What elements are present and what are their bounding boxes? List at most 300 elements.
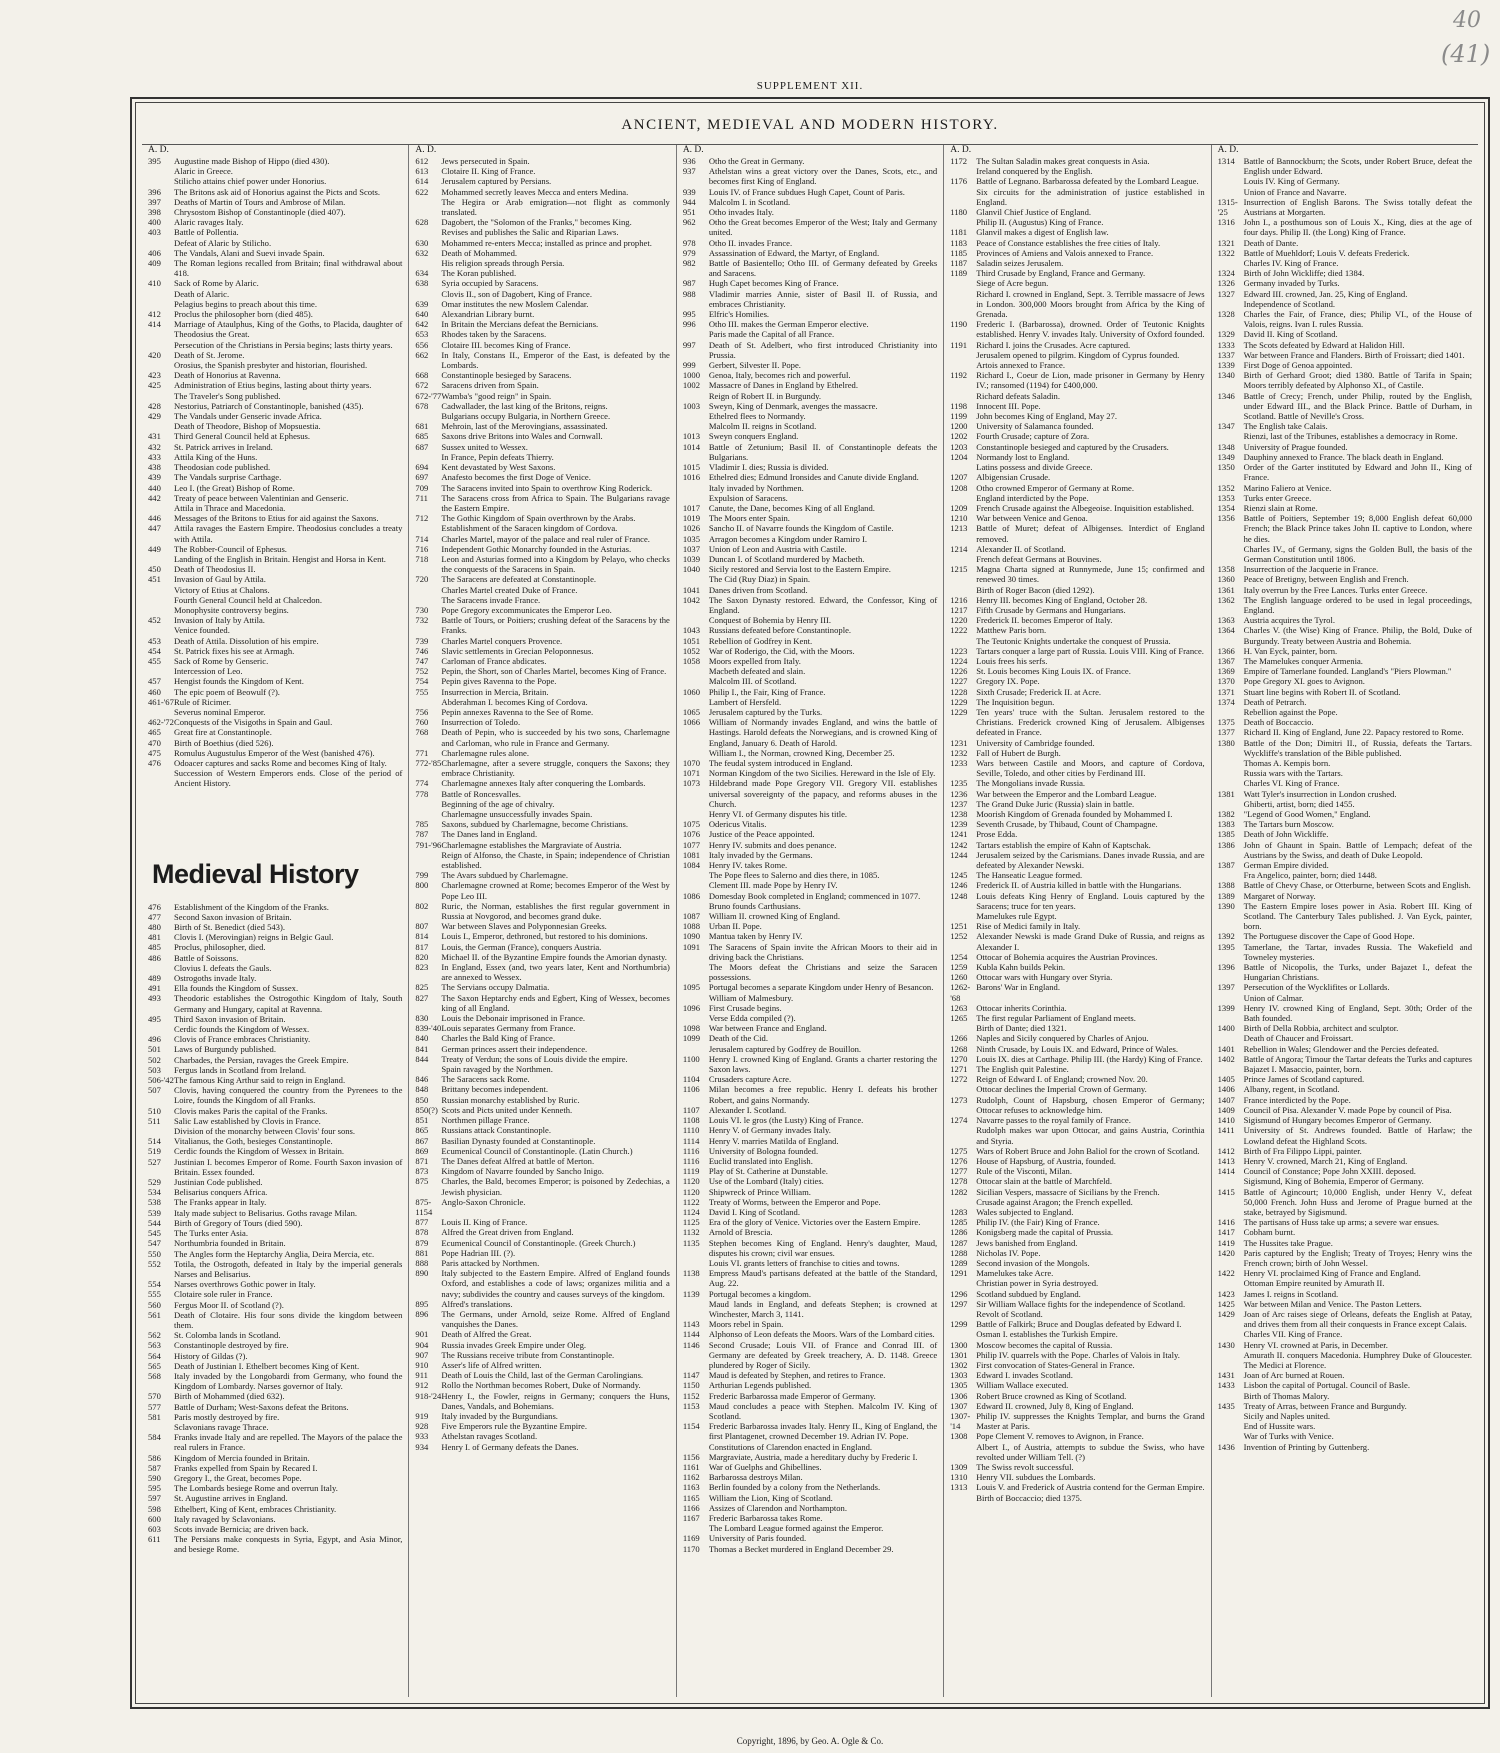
- entry-text: Arthurian Legends published.: [708, 1380, 812, 1391]
- entry-text: Frederic Barbarossa made Emperor of Germany.: [708, 1390, 876, 1401]
- entry-text: Totila, the Ostrogoth, defeated in Italy by the imperial generals Narses and Belisarius.: [174, 1258, 403, 1279]
- timeline-entry: [1218, 1442, 1472, 1452]
- entry-year: [1218, 993, 1244, 1003]
- entry-year: 447: [148, 523, 161, 534]
- entry-year: 555: [148, 1289, 161, 1300]
- entry-year: [950, 493, 976, 503]
- entry-year: 1222: [950, 625, 968, 636]
- entry-year: 598: [148, 1503, 161, 1514]
- entry-year: [950, 1023, 976, 1033]
- timeline-entry: [950, 483, 1204, 493]
- entry-year: 787: [415, 829, 429, 840]
- timeline-entry: [950, 401, 1204, 411]
- entry-year: 1360: [1217, 574, 1235, 585]
- timeline-entry: [415, 1370, 669, 1380]
- timeline-entry: [683, 656, 937, 666]
- entry-year: 1076: [682, 829, 700, 840]
- entry-text: Ottocar of Bohemia acquires the Austrian Provinces.: [976, 951, 1158, 962]
- timeline-entry: [1218, 595, 1472, 615]
- entry-text: The Lombard League formed against the Emperor.: [708, 1523, 884, 1534]
- timeline-entry: [148, 1259, 402, 1279]
- entry-text: Union of Calmar.: [1243, 992, 1304, 1003]
- entry-year: [148, 707, 174, 717]
- entry-text: Rudolph makes war upon Ottocar, and gains Austria, Corinthia and Styria.: [976, 1125, 1205, 1146]
- timeline-entry: [148, 166, 402, 176]
- entry-year: 1296: [950, 1288, 968, 1299]
- entry-year: 919: [415, 1410, 429, 1421]
- entry-text: The partisans of Huss take up arms; a severe war ensues.: [1243, 1217, 1440, 1228]
- entry-year: [683, 880, 709, 890]
- entry-year: [148, 554, 174, 564]
- timeline-entry: [683, 1003, 937, 1013]
- entry-text: The Hanseatic League formed.: [976, 870, 1083, 881]
- timeline-entry: [148, 697, 402, 707]
- entry-text: Abderahman I. becomes King of Cordova.: [441, 696, 588, 707]
- timeline-entry: [683, 1074, 937, 1084]
- entry-year: [415, 799, 441, 809]
- entry-text: Clement III. made Pope by Henry IV.: [708, 880, 838, 891]
- entry-year: 1154: [682, 1421, 700, 1432]
- timeline-entry: [1218, 1003, 1472, 1023]
- entry-text: Charlemagne rules alone.: [441, 747, 529, 758]
- timeline-entry: [415, 319, 669, 329]
- timeline-entry: [683, 544, 937, 554]
- entry-year: 1203: [950, 441, 968, 452]
- entry-year: [415, 411, 441, 421]
- entry-year: 1354: [1217, 502, 1235, 513]
- timeline-entry: [950, 1115, 1204, 1125]
- timeline-entry: [1218, 656, 1472, 666]
- timeline-entry: [415, 1258, 669, 1268]
- entry-text: War between Slaves and Polyponnesian Greeks.: [441, 921, 607, 932]
- entry-year: 552: [148, 1258, 161, 1269]
- entry-year: 1040: [682, 564, 700, 575]
- entry-year: 1139: [682, 1288, 700, 1299]
- entry-year: 1106: [682, 1084, 700, 1095]
- entry-year: 1110: [682, 1125, 700, 1136]
- entry-text: Richard I. joins the Crusades. Acre captured.: [976, 339, 1131, 350]
- ad-label: A. D.: [415, 145, 437, 155]
- entry-year: 1278: [950, 1176, 968, 1187]
- timeline-entry: [415, 544, 669, 554]
- entry-year: 1199: [950, 411, 968, 422]
- entry-text: Wales subjected to England.: [976, 1206, 1074, 1217]
- timeline-entry: [415, 636, 669, 646]
- timeline-entry: [1218, 483, 1472, 493]
- timeline-entry: [950, 1462, 1204, 1472]
- medieval-history-heading: Medieval History: [152, 858, 359, 889]
- entry-text: Marino Faliero at Venice.: [1243, 482, 1332, 493]
- entry-text: Jews banished from England.: [976, 1237, 1078, 1248]
- entry-year: 423: [148, 370, 161, 381]
- timeline-entry: [1218, 676, 1472, 686]
- entry-year: [148, 166, 174, 176]
- entry-text: Philip IV. (the Fair) King of France.: [976, 1217, 1100, 1228]
- entry-text: John I., a posthumous son of Louis X., King, dies at the age of four days. Philip II. (the Long) King of France.: [1243, 217, 1473, 238]
- timeline-entry: [415, 401, 669, 411]
- timeline-entry: [683, 1136, 937, 1146]
- timeline-entry: [683, 778, 937, 809]
- entry-text: Glanvil Chief Justice of England.: [976, 207, 1092, 218]
- entry-text: Tamerlane, the Tartar, invades Russia. The Wakefield and Towneley mysteries.: [1243, 941, 1473, 962]
- timeline-entry: [950, 1350, 1204, 1360]
- timeline-entry: [950, 962, 1204, 972]
- entry-text: Clovis makes Paris the capital of the Franks.: [174, 1105, 328, 1116]
- entry-text: Sigismund, King of Bohemia, Emperor of Germany.: [1243, 1176, 1424, 1187]
- entry-text: The English take Calais.: [1243, 421, 1328, 432]
- timeline-entry: [148, 1065, 402, 1075]
- timeline-entry: [683, 319, 937, 329]
- entry-text: David II. King of Scotland.: [1243, 329, 1338, 340]
- timeline-entry: [1218, 768, 1472, 778]
- entry-year: 1364: [1217, 625, 1235, 636]
- entry-year: 1224: [950, 655, 968, 666]
- entry-text: Reign of Alfonso, the Chaste, in Spain; independence of Christian established.: [441, 849, 670, 871]
- entry-year: 1321: [1217, 237, 1235, 248]
- timeline-entry: [950, 156, 1204, 166]
- timeline-entry: [415, 962, 669, 982]
- timeline-entry: [683, 1146, 937, 1156]
- entry-year: 396: [148, 186, 161, 197]
- entry-text: Crusaders capture Acre.: [708, 1074, 792, 1085]
- entry-text: Kingdom of Mercia founded in Britain.: [174, 1452, 310, 1463]
- entry-text: Reign of Robert II. in Burgundy.: [708, 390, 821, 401]
- entry-year: 431: [148, 431, 161, 442]
- entry-text: Victory of Etius at Chalons.: [174, 584, 270, 595]
- timeline-entry: [1218, 1329, 1472, 1339]
- entry-text: Justinian Code published.: [174, 1177, 263, 1188]
- timeline-entry: [1218, 1227, 1472, 1237]
- entry-year: [950, 289, 976, 320]
- entry-year: 632: [415, 247, 429, 258]
- entry-year: 403: [148, 227, 161, 238]
- entry-year: 1382: [1217, 809, 1235, 819]
- timeline-entry: [683, 1340, 937, 1371]
- entry-text: Constantinople besieged by Saracens.: [441, 370, 572, 381]
- entry-year: 918-'24: [415, 1390, 442, 1401]
- entry-text: Charles the Fair, of France, dies; Philip VI., of the House of Valois, reigns. Ivan I. rules Russia.: [1243, 309, 1473, 330]
- entry-text: War between France and England.: [708, 1023, 827, 1034]
- entry-text: Ethelred dies; Edmund Ironsides and Canute divide England.: [708, 472, 919, 483]
- entry-year: [1218, 778, 1244, 788]
- timeline-entry: [683, 1513, 937, 1523]
- entry-year: [1218, 758, 1244, 768]
- entry-text: The Saracens cross from Africa to Spain. The Bulgarians ravage the Eastern Empire.: [441, 492, 670, 513]
- entry-year: 1246: [950, 880, 968, 891]
- timeline-entry: [950, 513, 1204, 523]
- entry-text: Moors rebel in Spain.: [708, 1319, 784, 1330]
- timeline-entry: [148, 289, 402, 299]
- entry-year: [950, 217, 976, 227]
- entry-text: Louis VI. grants letters of franchise to cities and towns.: [708, 1257, 900, 1268]
- entry-year: 1214: [950, 543, 968, 554]
- entry-text: Louis separates Germany from France.: [441, 1023, 576, 1034]
- entry-text: Charles VII. King of France.: [1243, 1329, 1343, 1340]
- timeline-entry: [950, 972, 1204, 982]
- entry-text: Henry III. becomes King of England, October 28.: [976, 594, 1148, 605]
- entry-year: 1390: [1217, 900, 1235, 911]
- entry-text: Maud is defeated by Stephen, and retires to France.: [708, 1370, 886, 1381]
- timeline-entry: [683, 360, 937, 370]
- entry-text: Pope Hadrian III. (?).: [441, 1247, 516, 1258]
- entry-text: Michael II. of the Byzantine Empire founds the Amorian dynasty.: [441, 951, 667, 962]
- timeline-entry: [415, 1411, 669, 1421]
- entry-text: Normandy lost to England.: [976, 451, 1070, 462]
- entry-text: Persecution of the Wycklifites or Lollards.: [1243, 982, 1390, 993]
- entry-text: Expulsion of Saracens.: [708, 492, 788, 503]
- timeline-entry: [415, 778, 669, 788]
- entry-year: 1192: [950, 370, 968, 381]
- timeline-entry: [950, 778, 1204, 788]
- entry-year: 1405: [1217, 1074, 1235, 1085]
- entry-year: 799: [415, 870, 429, 881]
- entry-text: The Avars subdued by Charlemagne.: [441, 870, 568, 881]
- timeline-entry: [950, 1493, 1204, 1503]
- entry-text: Odoacer captures and sacks Rome and becomes King of Italy.: [174, 757, 387, 768]
- entry-year: 587: [148, 1462, 161, 1473]
- timeline-entry: [683, 768, 937, 778]
- timeline-entry: [683, 1289, 937, 1299]
- entry-text: Battle of Roncesvalles.: [441, 788, 521, 799]
- entry-text: Pope Gregory XI. goes to Avignon.: [1243, 676, 1365, 687]
- entry-year: [950, 1084, 976, 1094]
- timeline-entry: [415, 1033, 669, 1043]
- entry-text: Albany, regent, in Scotland.: [1243, 1084, 1340, 1095]
- entry-year: 511: [148, 1115, 161, 1126]
- entry-year: [1218, 431, 1244, 441]
- timeline-entry: [683, 870, 937, 880]
- entry-text: Romulus Augustulus Emperor of the West (banished 476).: [174, 747, 375, 758]
- timeline-entry: [683, 380, 937, 390]
- entry-text: Death of Petrarch.: [1243, 696, 1307, 707]
- timeline-entry: [950, 1187, 1204, 1197]
- entry-text: Russian monarchy established by Ruric.: [441, 1094, 580, 1105]
- entry-year: 1419: [1217, 1237, 1235, 1248]
- timeline-entry: [683, 1176, 937, 1186]
- timeline-entry: [1218, 738, 1472, 758]
- timeline-entry: [1218, 574, 1472, 584]
- entry-text: German princes assert their independence.: [441, 1043, 588, 1054]
- entry-text: Cadwallader, the last king of the Britons, reigns.: [441, 400, 608, 411]
- timeline-entry: [683, 370, 937, 380]
- timeline-entry: [148, 176, 402, 186]
- entry-text: The Danes defeat Alfred at battle of Merton.: [441, 1155, 595, 1166]
- entry-year: [1218, 1329, 1244, 1339]
- entry-text: Revises and publishes the Salic and Riparian Laws.: [441, 227, 619, 238]
- timeline-entry: [683, 431, 937, 441]
- entry-year: 1095: [682, 982, 700, 993]
- entry-year: 1265: [950, 1013, 968, 1024]
- timeline-entry: [148, 1055, 402, 1065]
- timeline-entry: [950, 1278, 1204, 1288]
- entry-text: The Saracens invited into Spain to overthrow King Roderick.: [441, 482, 653, 493]
- entry-text: Alexandrian Library burnt.: [441, 309, 535, 320]
- timeline-entry: [1218, 962, 1472, 982]
- entry-text: Mohammed re-enters Mecca; installed as prince and prophet.: [441, 237, 652, 248]
- entry-text: Fourth Crusade; capture of Zora.: [976, 431, 1090, 442]
- entry-year: 1135: [682, 1237, 700, 1248]
- entry-text: Conquests of the Visigoths in Spain and Gaul.: [174, 717, 333, 728]
- entry-text: Second invasion of the Mongols.: [976, 1257, 1090, 1268]
- timeline-entry: [148, 1044, 402, 1054]
- entry-text: Proclus, philosopher, died.: [174, 942, 266, 953]
- entry-year: 440: [148, 482, 161, 493]
- timeline-entry: [683, 707, 937, 717]
- entry-text: The epic poem of Beowulf (?).: [174, 686, 280, 697]
- timeline-entry: [1218, 1268, 1472, 1278]
- timeline-entry: [1218, 1340, 1472, 1350]
- timeline-entry: [1218, 1125, 1472, 1145]
- entry-year: 1301: [950, 1349, 968, 1360]
- entry-text: Asser's life of Alfred written.: [441, 1359, 542, 1370]
- entry-text: Sweyn, King of Denmark, avenges the massacre.: [708, 400, 878, 411]
- timeline-entry: [1218, 329, 1472, 339]
- timeline-entry: [148, 431, 402, 441]
- timeline-entry: [950, 636, 1204, 646]
- entry-year: [148, 503, 174, 513]
- timeline-entry: [148, 1146, 402, 1156]
- entry-year: [950, 911, 976, 921]
- timeline-entry: [950, 605, 1204, 615]
- entry-year: 1152: [682, 1390, 700, 1401]
- timeline-entry: [683, 309, 937, 319]
- entry-year: [683, 1258, 709, 1268]
- entry-text: Philip IV. suppresses the Knights Templar, and burns the Grand Master at Paris.: [976, 1410, 1205, 1432]
- timeline-entry: [950, 493, 1204, 503]
- entry-text: Kubla Kahn builds Pekin.: [976, 962, 1066, 973]
- entry-text: Paris captured by the English; Treaty of Troyes; Henry wins the French crown; birth of John Wessel.: [1243, 1247, 1473, 1268]
- entry-year: 881: [415, 1247, 429, 1258]
- entry-year: 685: [415, 431, 429, 442]
- entry-year: 712: [415, 513, 429, 524]
- timeline-entry: [683, 982, 937, 992]
- entry-text: First Doge of Genoa appointed.: [1243, 360, 1353, 371]
- timeline-entry: [683, 819, 937, 829]
- entry-text: Henry I. of Germany defeats the Danes.: [441, 1441, 579, 1452]
- entry-text: Canute, the Dane, becomes King of all England.: [708, 502, 875, 513]
- entry-text: War of Turks with Venice.: [1243, 1431, 1334, 1442]
- timeline-entry: [148, 1524, 402, 1534]
- entry-year: 1208: [950, 482, 968, 493]
- timeline-entry: [1218, 1105, 1472, 1115]
- timeline-entry: [1218, 1187, 1472, 1218]
- entry-text: Insurrection of English Barons. The Swiss totally defeat the Austrians at Morgarten.: [1243, 196, 1473, 218]
- timeline-entry: [1218, 370, 1472, 390]
- timeline-entry: [683, 625, 937, 635]
- timeline-entry: [950, 411, 1204, 421]
- entry-year: 768: [415, 727, 429, 738]
- entry-text: Proclus the philosopher born (died 485).: [174, 309, 313, 320]
- entry-year: 1288: [950, 1247, 968, 1258]
- entry-text: Death of Mohammed.: [441, 247, 518, 258]
- timeline-entry: [950, 1309, 1204, 1319]
- timeline-entry: [1218, 1289, 1472, 1299]
- timeline-entry: [950, 666, 1204, 676]
- entry-text: Conquest of Bohemia by Henry III.: [708, 615, 832, 626]
- entry-year: 590: [148, 1472, 161, 1483]
- entry-year: 1329: [1217, 329, 1235, 340]
- timeline-entry: [148, 483, 402, 493]
- entry-text: The Lombards besiege Rome and overrun Italy.: [174, 1483, 338, 1494]
- timeline-entry: [415, 248, 669, 258]
- timeline-entry: [950, 1156, 1204, 1166]
- entry-year: 668: [415, 370, 429, 381]
- timeline-entry: [148, 605, 402, 615]
- entry-text: Konigsberg made the capital of Prussia.: [976, 1227, 1114, 1238]
- timeline-entry: [1218, 503, 1472, 513]
- timeline-entry: [1218, 513, 1472, 544]
- entry-text: John of Ghaunt in Spain. Battle of Lempach; defeat of the Austrians by the Swiss, and death of Duke Leopold.: [1243, 839, 1473, 860]
- timeline-entry: [148, 717, 402, 727]
- entry-text: Jerusalem captured by Persians.: [441, 176, 552, 187]
- timeline-entry: [148, 1197, 402, 1207]
- entry-year: 878: [415, 1227, 429, 1238]
- entry-year: 545: [148, 1228, 161, 1239]
- timeline-entry: [415, 278, 669, 288]
- timeline-entry: [148, 646, 402, 656]
- entry-text: Carloman of France abdicates.: [441, 655, 547, 666]
- entry-year: [1218, 187, 1244, 197]
- entry-text: Fall of Hubert de Burgh.: [976, 747, 1061, 758]
- entry-text: Leon and Asturias formed into a Kingdom by Pelayo, who checks the conquests of the Saracens in Spain.: [441, 553, 670, 575]
- entry-text: Spain ravaged by the Northmen.: [441, 1064, 553, 1075]
- entry-text: Battle of Muehldorf; Louis V. defeats Frederick.: [1243, 247, 1410, 258]
- entry-text: Battle of Tours, or Poitiers; crushing defeat of the Saracens by the Franks.: [441, 615, 670, 636]
- entry-year: 672: [415, 380, 429, 391]
- entry-text: Attila in Thrace and Macedonia.: [174, 502, 286, 513]
- entry-text: In England, Essex (and, two years later, Kent and Northumbria) are annexed to Wessex.: [441, 962, 670, 983]
- entry-text: Prince James of Scotland captured.: [1243, 1074, 1365, 1085]
- entry-text: Clotaire III. becomes King of France.: [441, 339, 571, 350]
- entry-year: 1091: [682, 941, 700, 952]
- entry-year: 454: [148, 645, 161, 656]
- entry-text: Clotaire II. King of France.: [441, 166, 536, 177]
- entry-text: Domesday Book completed in England; commenced in 1077.: [708, 890, 921, 901]
- entry-year: 570: [148, 1391, 161, 1402]
- timeline-entry: [148, 1351, 402, 1361]
- timeline-entry: [415, 789, 669, 799]
- entry-text: Pepin gives Ravenna to the Pope.: [441, 676, 557, 687]
- timeline-entry: [1218, 1411, 1472, 1421]
- timeline-entry: [950, 880, 1204, 890]
- entry-year: 409: [148, 258, 161, 269]
- entry-text: The Hegira or Arab emigration—not flight as commonly translated.: [441, 196, 670, 218]
- entry-text: Birth of John Wickliffe; died 1384.: [1243, 268, 1365, 279]
- timeline-entry: [950, 850, 1204, 870]
- entry-text: Albigensian Crusade.: [976, 472, 1051, 483]
- timeline-entry: [683, 1421, 937, 1441]
- entry-year: 1060: [682, 686, 700, 697]
- entry-year: 1309: [950, 1462, 968, 1472]
- timeline-entry: [950, 544, 1204, 554]
- entry-year: 1413: [1217, 1155, 1235, 1166]
- timeline-entry: [683, 1258, 937, 1268]
- entry-text: Naples and Sicily conquered by Charles of Anjou.: [976, 1033, 1149, 1044]
- pencil-page-number-alt: (41): [1441, 40, 1491, 68]
- entry-text: Sweyn conquers England.: [708, 431, 799, 442]
- entry-year: [415, 197, 441, 217]
- entry-year: 846: [415, 1074, 429, 1085]
- entry-text: In Britain the Mercians defeat the Bernicians.: [441, 319, 599, 330]
- timeline-entry: [148, 738, 402, 748]
- timeline-entry: [683, 1493, 937, 1503]
- timeline-entry: [683, 1166, 937, 1176]
- entry-year: 1252: [950, 931, 968, 942]
- entry-year: 1285: [950, 1217, 968, 1228]
- entry-year: 1369: [1217, 666, 1235, 677]
- entry-year: 1166: [682, 1502, 700, 1513]
- entry-text: Joan of Arc burned at Rouen.: [1243, 1370, 1345, 1381]
